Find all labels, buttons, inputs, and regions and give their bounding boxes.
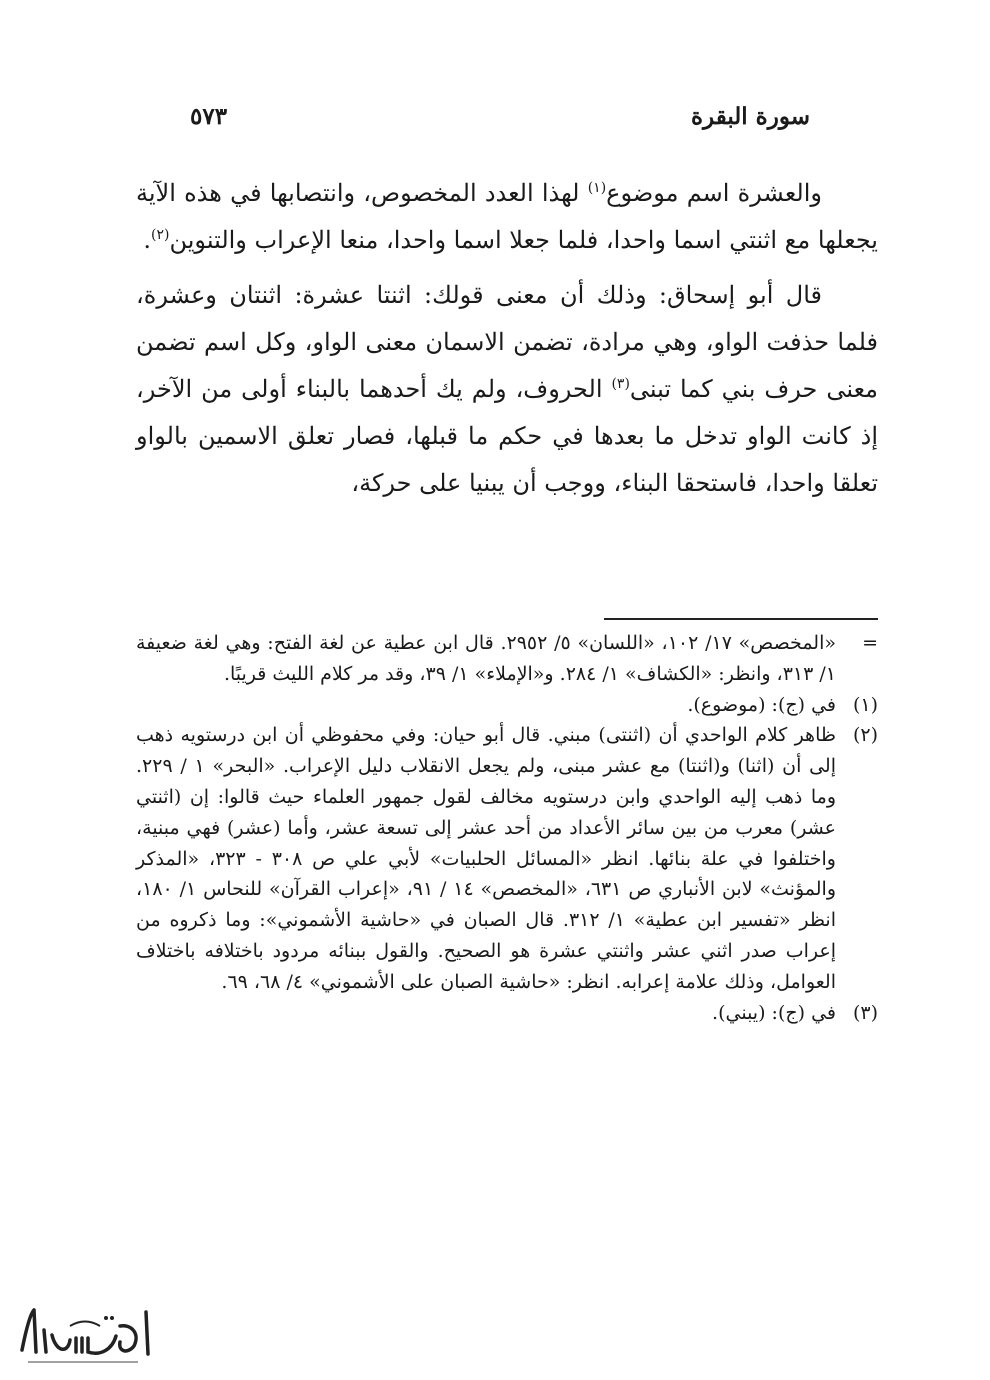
footnote-continuation <box>136 628 878 690</box>
publisher-logo <box>10 1290 160 1370</box>
footnote-3 <box>136 998 878 1029</box>
continuation-text: «المخصص» ١٧/ ١٠٢، «اللسان» ٥/ ٢٩٥٢. قال ابن عطية عن لغة الفتح: وهي لغة ضعيفة ١/ ٣١٣، وانظر: «الكشاف» ١/ ٢٨٤. و«الإملاء» ١/ ٣٩، وقد مر كلام الليث قريبًا. <box>136 632 836 685</box>
footnote-ref-1: (١) <box>587 180 607 196</box>
footnote-ref-3: (٣) <box>611 376 630 392</box>
p2-text-a: قال أبو إسحاق: وذلك أن معنى قولك: اثنتا عشرة: اثنتان وعشرة، فلما حذفت الواو، وهي مرادة، تضمن الاسمان معنى الواو، وكل اسم تضمن معنى حرف بني كما تبنى <box>136 281 879 403</box>
footnotes <box>136 628 878 1028</box>
footnote-1-text: في (ج): (موضوع). <box>687 693 836 716</box>
p1-text-b: لهذا العدد المخصوص، وانتصابها في هذه الآية يجعلها مع اثنتي اسما واحدا، فلما جعلا اسما واحدا، منعا الإعراب والتنوين <box>136 179 878 254</box>
paragraph-2 <box>136 272 878 507</box>
footnote-2 <box>136 720 878 997</box>
paragraph-1 <box>136 170 878 264</box>
footnote-1-number: (١) <box>852 693 878 716</box>
continuation-marker: = <box>862 632 878 654</box>
footnote-3-text: في (ج): (يبني). <box>712 1001 836 1024</box>
calligraphy-logo-icon <box>10 1290 160 1370</box>
footnote-3-number: (٣) <box>852 1001 878 1024</box>
footnote-separator <box>604 618 878 620</box>
footnote-2-number: (٢) <box>852 724 878 747</box>
page-number: ٥٧٣ <box>190 102 228 130</box>
footnote-ref-2: (٢) <box>151 227 170 243</box>
p2-text-b: الحروف، ولم يك أحدهما بالبناء أولى من الآخر، إذ كانت الواو تدخل ما بعدها في حكم ما قبلها، فصار تعلق الاسمين بالواو تعلقا واحدا، فاستحقا البناء، ووجب أن يبنيا على حركة، <box>136 375 878 497</box>
page-header <box>190 96 810 136</box>
footnote-2-text: ظاهر كلام الواحدي أن (اثنتى) مبني. قال أبو حيان: وفي محفوظي أن ابن درستويه ذهب إلى أن (اثنا) و(اثنتا) مع عشر مبنى، ولم يجعل الانقلاب دليل الإعراب. «البحر» ١ / ٢٢٩. وما ذهب إليه الواحدي وابن درستويه مخالف لقول جمهور العلماء حيث قالوا: إن (اثنتي عشر) معرب من بين سائر الأعداد من أحد عشر إلى تسعة عشر، وأما (عشر) فهي مبنية، واختلفوا في علة بنائها. انظر «المسائل الحلبيات» لأبي علي ص ٣٠٨ - ٣٢٣، «المذكر والمؤنث» لابن الأنباري ص ٦٣١، «المخصص» ١٤ / ٩١، «إعراب القرآن» للنحاس ١/ ١٨٠، انظر «تفسير ابن عطية» ١/ ٣١٢. قال الصبان في «حاشية الأشموني»: وما ذكروه من إعراب صدر اثني عشر واثنتي عشرة هو الصحيح. والقول ببنائه مردود باختلافه باختلاف العوامل، وذلك علامة إعرابه. انظر: «حاشية الصبان على الأشموني» ٤/ ٦٨، ٦٩. <box>136 724 837 993</box>
surah-title: سورة البقرة <box>690 102 810 130</box>
footnote-1 <box>136 690 878 721</box>
p1-text-c: . <box>143 226 152 254</box>
p1-text-a: والعشرة اسم موضوع <box>606 179 823 207</box>
main-text <box>136 170 878 507</box>
